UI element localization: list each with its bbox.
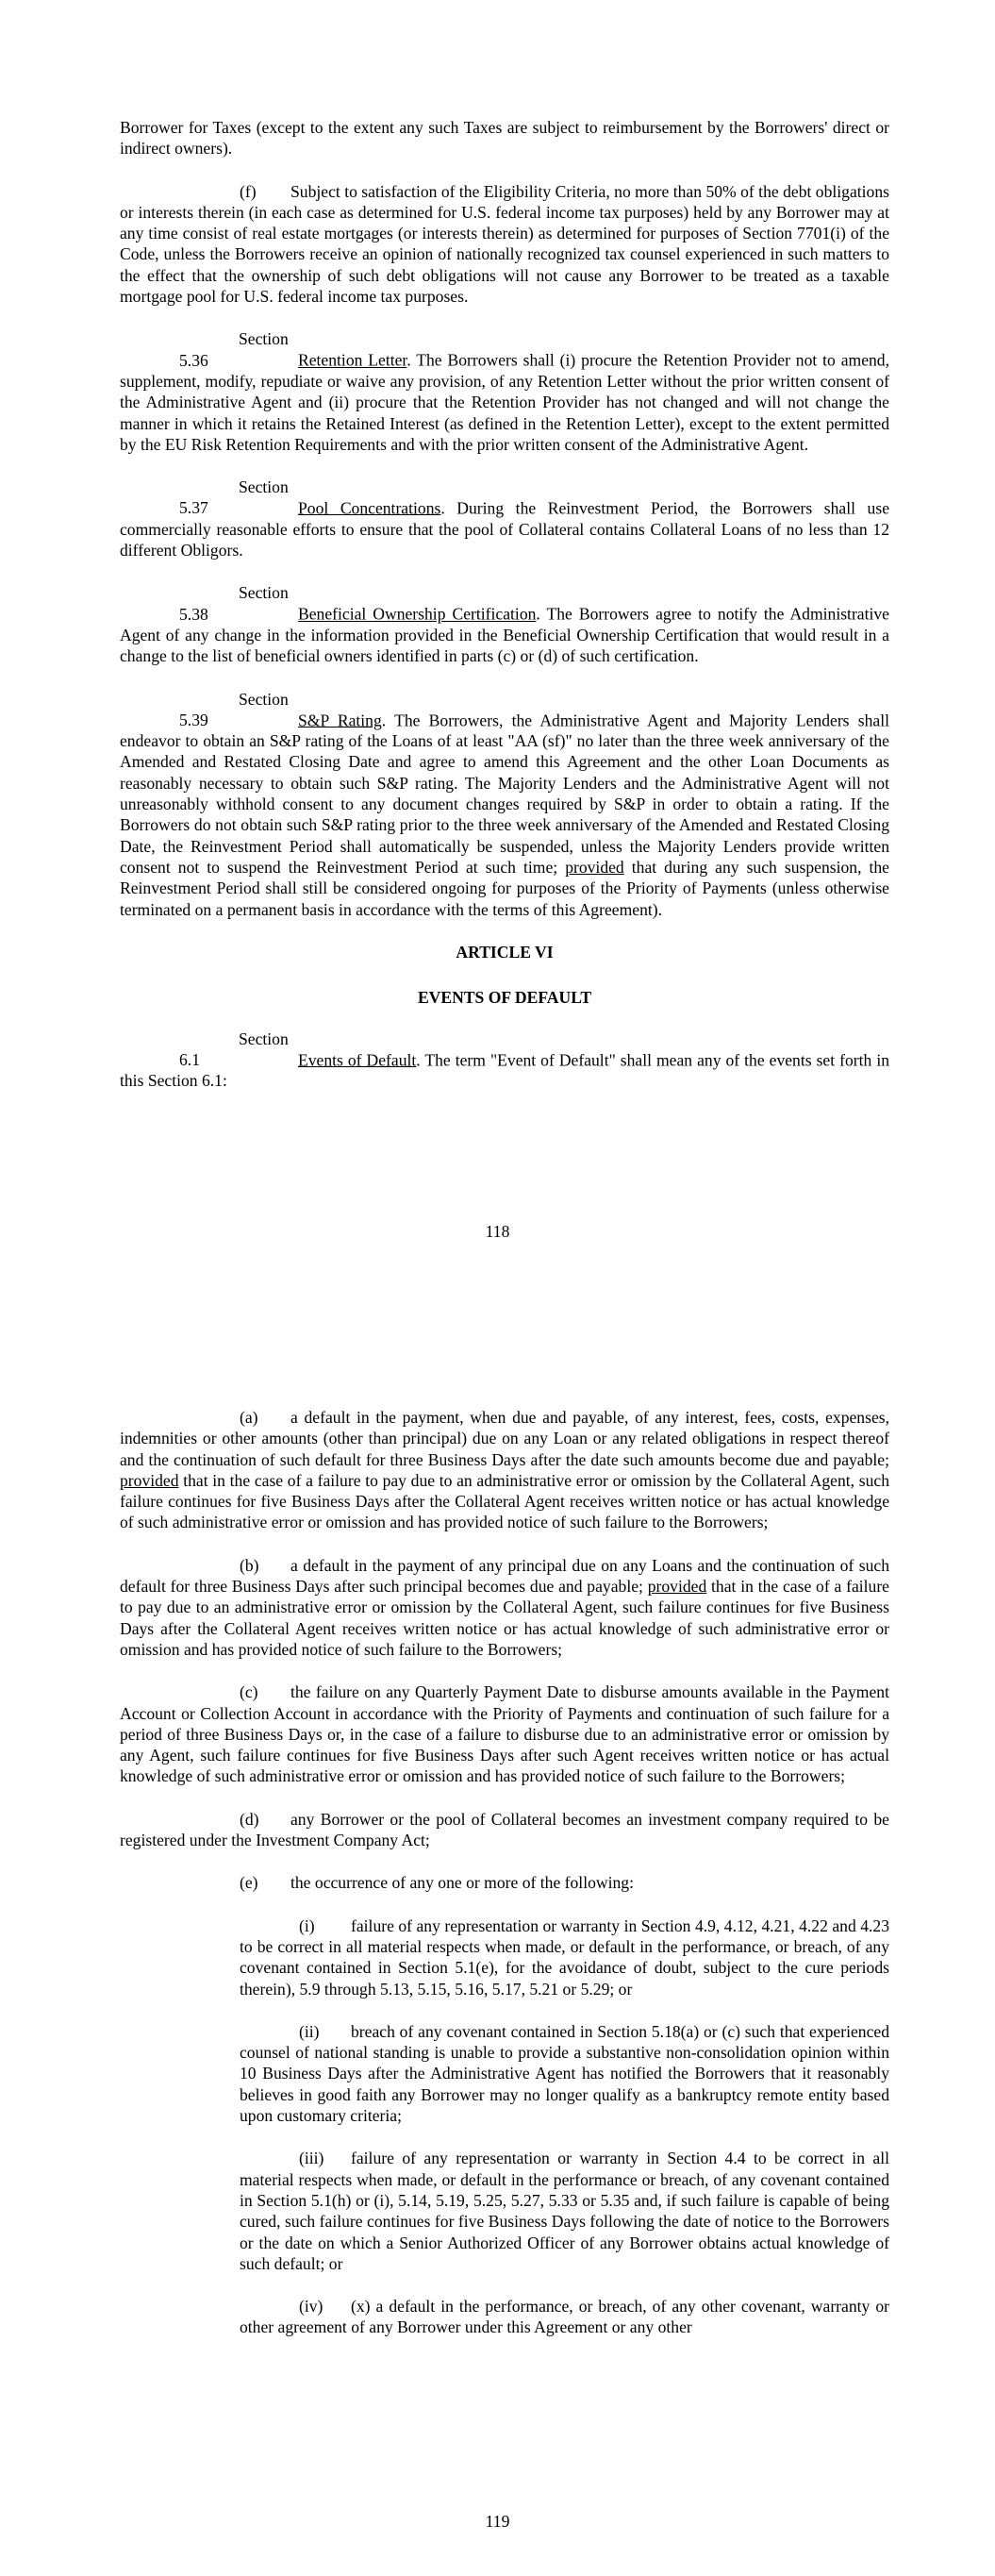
section-5-38-title: Beneficial Ownership Certification [298,604,537,624]
clause-e-ii-label: (ii) [299,2021,320,2041]
clause-c-text: the failure on any Quarterly Payment Date to disburse amounts available in the Payment Account or Collection Account in accordance with the Priority of Payments and continuation of such failure for a period of three Business Days or, in the case of a failure to disburse due to an administrative error or omission by any Agent, such failure continues for five Business Days after such Agent receives written notice or has actual knowledge of such administrative error or omission and has provided notice of such failure to the Borrowers; [120,1682,889,1786]
clause-d [120,1809,889,1851]
clause-d-label: (d) [240,1809,259,1829]
clause-e-iii-label: (iii) [299,2149,324,2168]
section-5-38-text: . The Borrowers agree to notify the Administrative Agent of any change in the information provided in the Beneficial Ownership Certification that would result in a change to the list of beneficial owners identified in parts (c) or (d) of such certification. [120,604,889,666]
clause-f-label: (f) [240,181,257,201]
page-119-body [120,1407,889,2360]
section-5-37-text: . During the Reinvestment Period, the Borrowers shall use commercially reasonable efforts to ensure that the pool of Collateral contains Collateral Loans of no less than 12 different Obligors. [120,498,889,560]
article-title: EVENTS OF DEFAULT [417,987,592,1007]
section-6-1-text: . The term "Event of Default" shall mean any of the events set forth in this Section 6.1: [120,1050,889,1091]
clause-e-i-label: (i) [299,1915,315,1935]
clause-f [120,181,889,308]
clause-c-label: (c) [240,1682,258,1702]
clause-a-text-b: that in the case of a failure to pay due to an administrative error or omission by the Collateral Agent, such failure continues for five Business Days after the Collateral Agent receives written notice or has actual knowledge of such administrative error or omission and has provided notice of such failure to the Borrowers; [120,1470,889,1532]
section-6-1-title: Events of Default [298,1050,417,1070]
page-number: 118 [485,1222,510,1241]
page-number: 119 [485,2512,510,2531]
clause-a [120,1407,889,1533]
clause-a-provided: provided [120,1470,179,1490]
clause-e-i [240,1915,889,1999]
section-5-38 [120,582,889,666]
section-5-37-number: Section 5.37 [179,477,289,518]
page-118-body [120,117,889,1113]
clause-e-i-text: failure of any representation or warranty in Section 4.9, 4.12, 4.21, 4.22 and 4.23 to be correct in all material respects when made, or default in the performance, or breach, of any covenant contained in Section 5.1(e), for the avoidance of doubt, subject to the cure periods therein), 5.9 through 5.13, 5.15, 5.16, 5.17, 5.21 or 5.29; or [240,1915,889,1999]
clause-e-label: (e) [240,1873,258,1893]
page-119 [0,1288,995,2576]
section-5-36-number: Section 5.36 [179,329,289,370]
section-5-38-number: Section 5.38 [179,583,289,624]
clause-d-text: any Borrower or the pool of Collateral becomes an investment company required to be registered under the Investment Company Act; [120,1809,889,1850]
clause-e-iv-text: (x) a default in the performance, or breach, of any other covenant, warranty or other agreement of any Borrower under this Agreement or any other [240,2297,889,2337]
section-5-39-provided: provided [565,857,624,877]
clause-e-iv [240,2296,889,2338]
section-5-36-title: Retention Letter [298,350,407,370]
clause-e-ii-text: breach of any covenant contained in Section 5.18(a) or (c) such that experienced counsel of national standing is unable to provide a substantive non-consolidation opinion within 10 Business Days after the Administrative Agent has notified the Borrowers that it reasonably believes in good faith any Borrower may no longer qualify as a bankruptcy remote entity based upon customary criteria; [240,2021,889,2126]
clause-e-iii [240,2148,889,2274]
clause-c [120,1681,889,1786]
section-5-39-text-b: that during any such suspension, the Reinvestment Period shall still be considered ongoing for purposes of the Priority of Payments (unless otherwise terminated on a permanent basis in accordance with the terms of this Agreement). [120,857,889,919]
clause-b [120,1555,889,1660]
article-heading: ARTICLE VI [456,942,554,962]
clause-b-label: (b) [240,1555,259,1575]
clause-a-label: (a) [240,1408,258,1427]
section-6-1 [120,1029,889,1092]
continuation-paragraph: Borrower for Taxes (except to the extent any such Taxes are subject to reimbursement by the Borrowers' direct or indirect owners). [120,118,889,159]
clause-e-iii-text: failure of any representation or warranty in Section 4.4 to be correct in all material respects when made, or default in the performance or breach, of any covenant contained in Section 5.1(h) or (i), 5.14, 5.19, 5.25, 5.27, 5.33 or 5.35 and, if such failure is capable of being cured, such failure continues for five Business Days following the date of notice to the Borrowers or the date on which a Senior Authorized Officer of any Borrower obtains actual knowledge of such default; or [240,2149,889,2273]
section-5-39-title: S&P Rating [298,710,382,729]
section-5-39-text-a: . The Borrowers, the Administrative Agent and Majority Lenders shall endeavor to obtain an S&P rating of the Loans of at least "AA (sf)" no later than the three week anniversary of the Amended and Restated Closing Date and agree to amend this Agreement and the other Loan Documents as reasonably necessary to obtain such S&P rating. The Majority Lenders and the Administrative Agent will not unreasonably withhold consent to any document changes required by S&P in order to obtain a rating. If the Borrowers do not obtain such S&P rating prior to the three week anniversary of the Amended and Restated Closing Date, the Reinvestment Period shall automatically be suspended, unless the Majority Lenders provide written consent not to suspend the Reinvestment Period at such time; [120,710,889,877]
clause-a-text-a: a default in the payment, when due and payable, of any interest, fees, costs, expenses, indemnities or other amounts (other than principal) due on any Loan or any related obligations in respect thereof and the continuation of such default for three Business Days after the date such amounts become due and payable; [120,1408,889,1469]
clause-b-provided: provided [647,1577,707,1597]
clause-b-text-b: that in the case of a failure to pay due to an administrative error or omission by the Collateral Agent, such failure continues for five Business Days after the Collateral Agent receives written notice or has actual knowledge of such administrative error or omission and has provided notice of such failure to the Borrowers; [120,1577,889,1659]
section-5-37 [120,477,889,560]
section-5-37-title: Pool Concentrations [298,498,441,518]
section-6-1-number: Section 6.1 [179,1029,289,1070]
clause-e-ii [240,2021,889,2126]
clause-f-text: Subject to satisfaction of the Eligibility Criteria, no more than 50% of the debt obligations or interests therein (in each case as determined for U.S. federal income tax purposes) held by any Borrower may at any time consist of real estate mortgages (or interests therein) as determined for purposes of Section 7701(i) of the Code, unless the Borrowers receive an opinion of nationally recognized tax counsel experienced in such matters to the effect that the ownership of such debt obligations will not cause any Borrower to be treated as a taxable mortgage pool for U.S. federal income tax purposes. [120,181,889,307]
clause-e-text: the occurrence of any one or more of the following: [290,1873,634,1893]
section-5-36-text: . The Borrowers shall (i) procure the Retention Provider not to amend, supplement, modify, repudiate or waive any provision, of any Retention Letter without the prior written consent of the Administrative Agent and (ii) procure that the Retention Provider has not changed and will not change the manner in which it retains the Retained Interest (as defined in the Retention Letter), except to the extent permitted by the EU Risk Retention Requirements and with the prior written consent of the Administrative Agent. [120,350,889,454]
clause-b-text-a: a default in the payment of any principal due on any Loans and the continuation of such default for three Business Days after such principal becomes due and payable; [120,1555,889,1597]
clause-e-iv-label: (iv) [299,2297,323,2317]
section-5-39-number: Section 5.39 [179,689,289,729]
section-5-39 [120,689,889,920]
clause-e [120,1872,889,1893]
section-5-36 [120,328,889,455]
